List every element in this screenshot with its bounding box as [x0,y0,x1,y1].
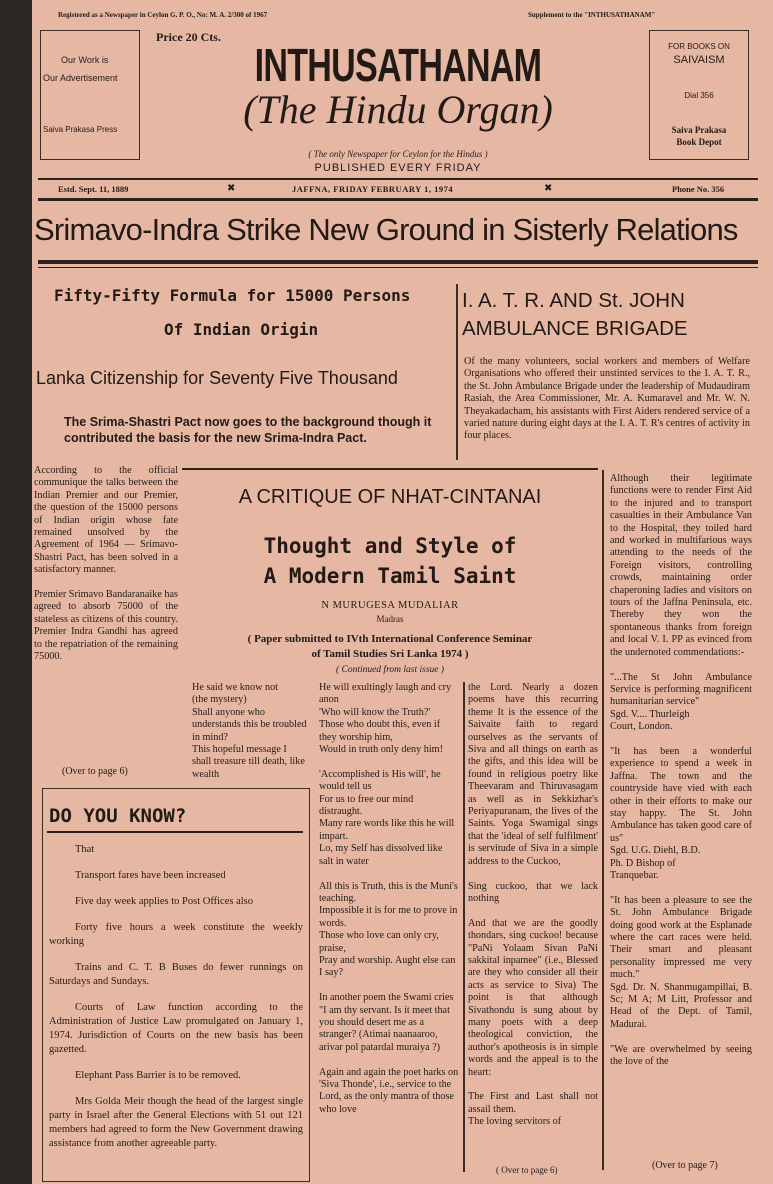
critique-title-2: A Modern Tamil Saint [263,564,517,588]
dyk-item: Elephant Pass Barrier is to be removed. [75,1070,241,1081]
ambulance-head-2: AMBULANCE BRIGADE [462,317,688,340]
column-divider [602,470,604,1170]
advertisement-box [40,30,140,160]
critique-place: Madras [376,614,404,624]
separator-icon: ✖ [227,183,236,194]
dyk-title: DO YOU KNOW? [49,805,187,827]
column-divider [463,682,465,1172]
article-head-1: Fifty-Fifty Formula for 15000 Persons [54,286,411,305]
dial-number: Dial 356 [684,91,714,100]
depot-line-1: FOR BOOKS ON [668,42,730,51]
critique-head: A CRITIQUE OF NHAT-CINTANAI [238,486,542,508]
ambulance-continued: (Over to page 7) [652,1160,718,1171]
critique-continued-from: ( Continued from last issue ) [335,665,445,675]
registration-note: Registered as a Newspaper in Ceylon G. P. O., No: M. A. 2/300 of 1967 [58,11,268,19]
article-deck: The Srima-Shastri Pact now goes to the background though it contributed the basis for the new Srima-Indra Pact. [64,415,432,445]
supplement-note: Supplement to the "INTHUSATHANAM" [528,11,656,19]
ad-line-2: Our Advertisement [43,73,118,83]
ad-line-3: Saiva Prakasa Press [43,125,118,134]
newspaper-page [32,0,773,1184]
main-headline: Srimavo-Indra Strike New Ground in Sisterly Relations [34,212,738,247]
column-divider [456,284,458,460]
dyk-item: Courts of Law function according to the Administration of Justice Law promulgated on January 1, 1974. Jurisdiction of Courts on the new basis has been gazetted. [49,1002,303,1055]
critique-rule [182,468,598,470]
dateline-rule-top [38,178,758,180]
dyk-list [49,843,303,1163]
ambulance-column: Although their legitimate functions were to render First Aid to the injured and to transport casualties in their Ambulance Van to the Hospital, they toiled hard and worked in multifarious ways attending to the needs of the Foreign visitors, controlling crowds, maintaining order chaperoning ladies and visitors on tours of the Jaffna Peninsula, etc. Thereby they won the spontaneous thanks from foreign and local V. I. PP as evinced from the undernoted commendations:- "...The St John Ambulance Service is performing magnificent humanitarian service" Sgd. V.... Thurleigh Court, London. "It has been a wonderful experience to spend a week in Jaffna. The town and the countryside have vied with each other in their efforts to make our stay happy. The St. John Ambulance has taken good care of us" Sgd. U.G. Diehl, B.D. Ph. D Bishop of Tranquebar. "It has been a pleasure to see the St. John Ambulance Brigade doing good work at the Esplanade where the cart races were held. Their smart and pleasant personality impressed me very much." Sgd. Dr. N. Shanmugampillai, B. Sc; M A; M Litt, Professor and Head of the Dept. of Tamil, Madurai. "We are overwhelmed by seeing the love of the [610,473,752,1068]
depot-line-2: Saiva Prakasa [671,125,727,135]
separator-icon: ✖ [544,183,553,194]
published-note: PUBLISHED EVERY FRIDAY [314,162,482,174]
article-continued: (Over to page 6) [62,766,128,777]
depot-title: SAIVAISM [673,54,725,66]
dyk-item: Five day week applies to Post Offices also [75,896,253,907]
dyk-item: Transport fares have been increased [75,870,226,881]
tagline: ( The only Newspaper for Ceylon for the Hindus ) [308,149,488,159]
established-date: Estd. Sept. 11, 1889 [58,184,129,194]
dyk-item: Mrs Golda Meir though the head of the largest single party in Israel after the General Elections with 51 out 121 members had agreed to form the New Government drawing assistance from another agreeable party. [49,1096,303,1149]
critique-note-2: of Tamil Studies Sri Lanka 1974 ) [311,648,469,660]
headline-rule [38,260,758,264]
critique-author: N MURUGESA MUDALIAR [321,600,459,611]
critique-continued: ( Over to page 6) [496,1165,558,1175]
book-depot-box [649,30,749,160]
critique-column-3: the Lord. Nearly a dozen poems have this recurring theme It is the essence of the Saivaite faith to regard ourselves as the servants of Siva and all things on earth as the gifts, and this idea will be found in religious poetry like Theevaram and Thiruvasagam as well as in Sekkizhar's Periyapuranam, the lives of the Saints. Yoga Swamigal sings that the 'ideal of self fulfilment' is servitude of Siva in a simple address to the Cuckoo, Sing cuckoo, that we lack nothing And that we are the goodly thondars, sing cuckoo! because "PaNi Yolaam Sivan PaNi sakkital inpamee" (i.e., Blessed are they who consider all their acts as service to Siva) The point is that although Sivathondu is sung about by many poets with a deep theological conviction, the author's apotheosis is in simple words and the appeal is to the heart: The First and Last shall not assail them. The loving servitors of [468,682,598,1128]
dyk-item: Trains and C. T. B Buses do fewer runnings on Saturdays and Sundays. [49,962,303,987]
ambulance-body: Of the many volunteers, social workers and members of Welfare Organisations who offered their unstinted services to the I. A. T. R., the St. John Ambulance Brigade under the leadership of Mudaudiram Rasiah, the Area Commissioner, Mr. A. Kumaravel and Mr. W. N. Theyakadacham, his assistants with First Aiders rendered service of a varied nature during eight days at the I. A. T. R's centres of activity in four places. [464,356,750,442]
critique-title-1: Thought and Style of [263,534,517,558]
critique-column-1: He said we know not (the mystery) Shall anyone who understands this be troubled in mind? This hopeful message I shall treasure till death, like wealth [192,682,307,780]
phone-number: Phone No. 356 [672,184,725,194]
masthead: INTHUSATHANAM [254,39,542,91]
do-you-know-box [42,788,310,1182]
masthead-subtitle: (The Hindu Organ) [243,87,553,132]
article-head-3: Lanka Citizenship for Seventy Five Thousand [36,368,398,388]
dateline-rule-bottom [38,198,758,201]
dyk-rule [47,831,303,833]
article-body: According to the official communique the talks between the Indian Premier and our Premier, the question of the 15000 persons of Indian origin whose fate remained unsolved by the Agreement of 1964 — Srimavo-Shastri Pact, has been solved in a satisfactory manner. Premier Srimavo Bandaranaike has agreed to absorb 75000 of the stateless as citizens of this country. Premier Indra Gandhi has agreed to the repatriation of the remaining 75000. [34,465,178,663]
critique-note-1: ( Paper submitted to IVth International Conference Seminar [247,633,533,645]
headline-rule-thin [38,267,758,268]
depot-line-3: Book Depot [676,137,722,147]
critique-column-2: He will exultingly laugh and cry anon 'Who will know the Truth?' Those who doubt this, even if they worship him, Would in truth only deny him! 'Accomplished is His will', he would tell us For us to free our mind distraught. Many rare words like this he will impart. Lo, my Self has dissolved like salt in water All this is Truth, this is the Muni's teaching. Impossible it is for me to prove in words. Those who love can only cry, praise, Pray and worship. Aught else can I say? In another poem the Swami cries "I am thy servant. Is it meet that you should desert me as a stranger? (Atimai naanaaroo, arivar pol patardal muraiya ?) Again and again the poet harks on 'Siva Thonde', i.e., service to the Lord, as the only mantra of those who love [319,682,459,1115]
price: Price 20 Cts. [156,30,221,44]
ad-line-1: Our Work is [61,55,109,65]
dyk-item: Forty five hours a week constitute the weekly working [49,922,303,947]
article-head-2: Of Indian Origin [164,320,319,339]
dyk-item: That [75,844,95,855]
ambulance-head-1: I. A. T. R. AND St. JOHN [462,289,685,312]
dateline: JAFFNA, FRIDAY FEBRUARY 1, 1974 [292,184,454,194]
